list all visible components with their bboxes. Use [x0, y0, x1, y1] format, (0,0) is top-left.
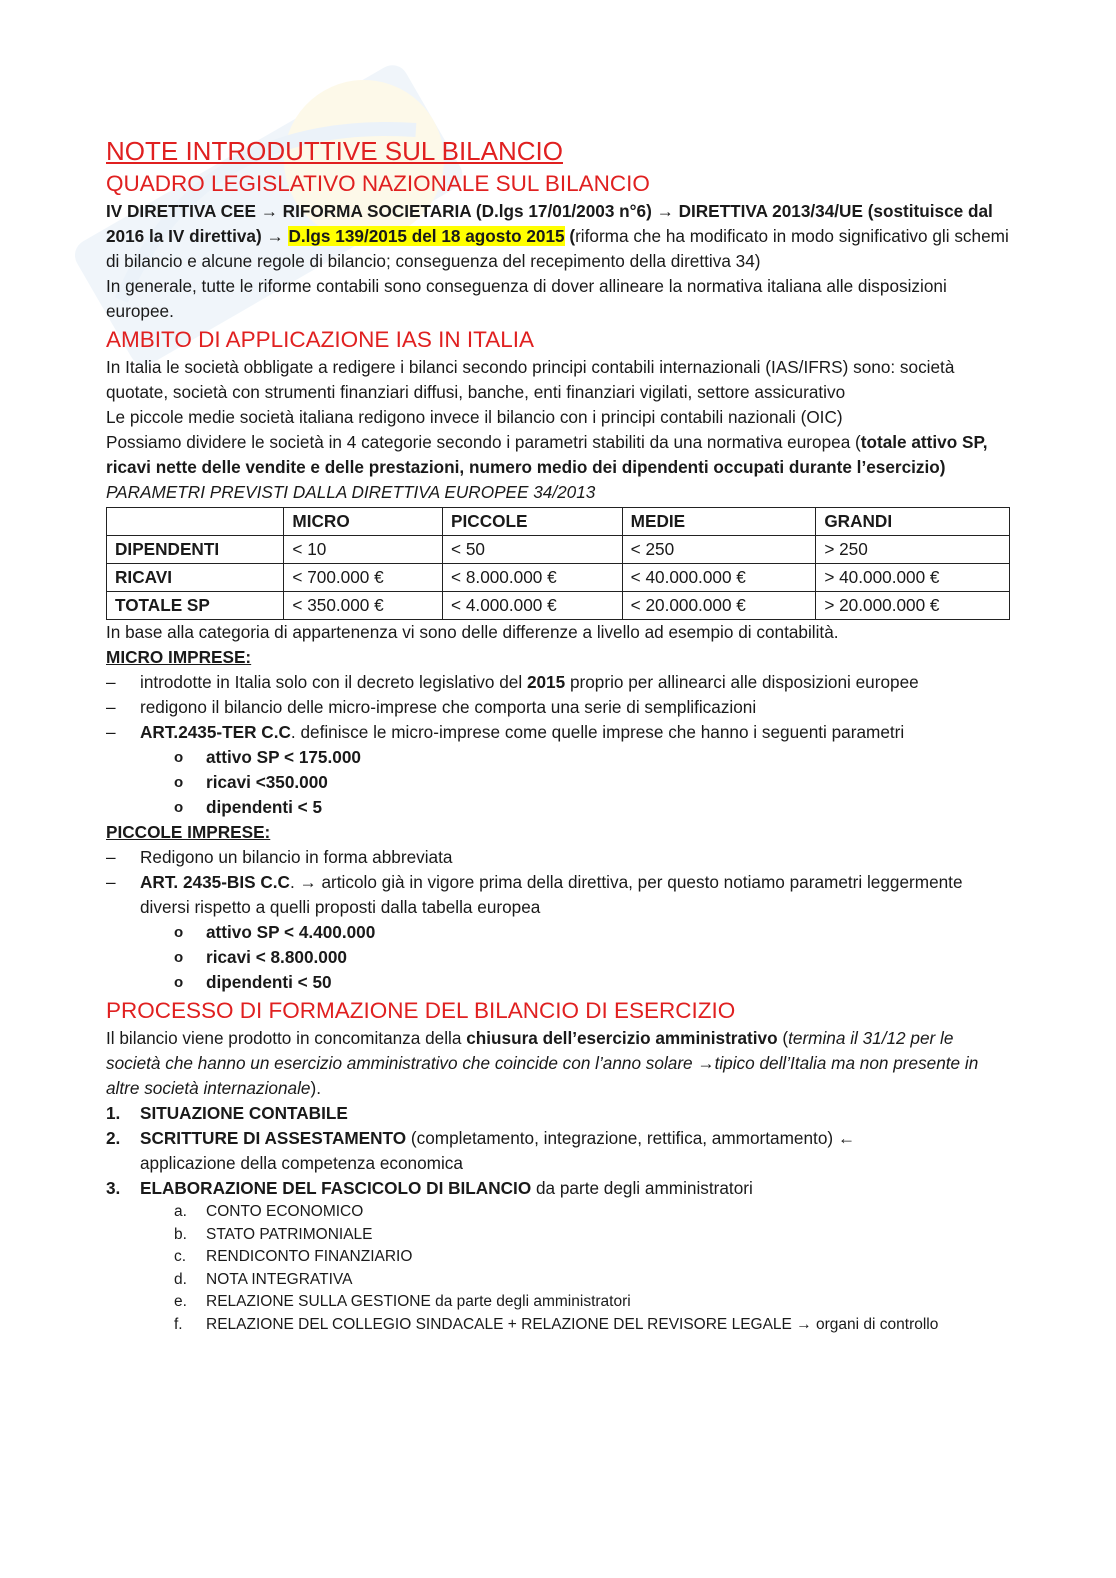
- table-cell: < 40.000.000 €: [622, 564, 816, 592]
- arrow-left-icon: ←: [837, 1128, 856, 1148]
- list-item: – ART. 2435-BIS C.C. → articolo già in vigore prima della direttiva, per questo notiamo parametri leggermente diversi rispetto a quelli proposti dalla tabella europea: [106, 870, 1010, 920]
- table-cell: < 10: [284, 536, 443, 564]
- table-cell: < 350.000 €: [284, 592, 443, 620]
- list-item: o dipendenti < 5: [106, 795, 1010, 820]
- column-header: MEDIE: [622, 508, 816, 536]
- list-item: – redigono il bilancio delle micro-imprese che comporta una serie di semplificazioni: [106, 695, 1010, 720]
- list-micro-params: [106, 745, 1010, 820]
- table-row: [107, 564, 1010, 592]
- section-heading-quadro: QUADRO LEGISLATIVO NAZIONALE SUL BILANCIO: [106, 171, 650, 196]
- table-cell: < 8.000.000 €: [443, 564, 623, 592]
- table-caption: PARAMETRI PREVISTI DALLA DIRETTIVA EUROPEE 34/2013: [106, 482, 596, 502]
- arrow-right-icon: →: [697, 1053, 715, 1073]
- list-piccole: [106, 845, 1010, 920]
- list-item: o ricavi <350.000: [106, 770, 1010, 795]
- table-cell: > 40.000.000 €: [816, 564, 1010, 592]
- table-cell: > 250: [816, 536, 1010, 564]
- page-title: NOTE INTRODUTTIVE SUL BILANCIO: [106, 136, 563, 166]
- list-item: b. STATO PATRIMONIALE: [174, 1225, 373, 1243]
- list-item: – Redigono un bilancio in forma abbreviata: [106, 845, 1010, 870]
- column-header: [107, 508, 284, 536]
- arrow-right-icon: →: [266, 226, 284, 246]
- paragraph-oic: Le piccole medie società italiana redigono invece il bilancio con i principi contabili nazionali (OIC): [106, 407, 843, 427]
- list-micro: [106, 670, 1010, 745]
- paragraph-ias: In Italia le società obbligate a redigere i bilanci secondo principi contabili internazionali (IAS/IFRS) sono: società quotate, società con strumenti finanziari diffusi, banche, enti finanziari vigilati, settore assicurativo: [106, 357, 955, 402]
- list-item: e. RELAZIONE SULLA GESTIONE da parte degli amministratori: [174, 1293, 631, 1310]
- paragraph-riforme: In generale, tutte le riforme contabili sono conseguenza di dover allineare la normativa italiana alle disposizioni europee.: [106, 276, 947, 321]
- table-row: [107, 536, 1010, 564]
- arrow-right-icon: →: [299, 872, 317, 892]
- list-item: d. NOTA INTEGRATIVA: [174, 1270, 353, 1288]
- paragraph-categorie: Possiamo dividere le società in 4 categorie secondo i parametri stabiliti da una normativa europea (totale attivo SP, ricavi nette delle vendite e delle prestazioni, numero medio dei dipendenti occupati durante l’esercizio): [106, 432, 988, 477]
- list-item: a. CONTO ECONOMICO: [174, 1203, 364, 1220]
- table-cell: < 250: [622, 536, 816, 564]
- column-header: MICRO: [284, 508, 443, 536]
- arrow-right-icon: →: [260, 201, 278, 221]
- parameters-table: [106, 507, 1010, 620]
- list-steps: [106, 1101, 1010, 1201]
- table-header-row: [107, 508, 1010, 536]
- list-item: o dipendenti < 50: [106, 970, 1010, 995]
- paragraph-after-table: In base alla categoria di appartenenza vi sono delle differenze a livello ad esempio di contabilità.: [106, 622, 839, 642]
- list-piccole-params: [106, 920, 1010, 995]
- list-item: – ART.2435-TER C.C. definisce le micro-imprese come quelle imprese che hanno i seguenti parametri: [106, 720, 1010, 745]
- table-cell: < 20.000.000 €: [622, 592, 816, 620]
- list-item: – introdotte in Italia solo con il decreto legislativo del 2015 proprio per allinearci alle disposizioni europee: [106, 670, 1010, 695]
- label-piccole-imprese: PICCOLE IMPRESE:: [106, 822, 271, 842]
- list-item: 2. SCRITTURE DI ASSESTAMENTO (completamento, integrazione, rettifica, ammortamento) ← applicazione della competenza economica: [106, 1128, 856, 1173]
- list-fascicolo: [106, 1201, 1010, 1336]
- table-cell: > 20.000.000 €: [816, 592, 1010, 620]
- row-header: RICAVI: [107, 564, 284, 592]
- arrow-right-icon: →: [796, 1315, 812, 1333]
- document-page: [106, 134, 1010, 1336]
- section-heading-ias: AMBITO DI APPLICAZIONE IAS IN ITALIA: [106, 327, 535, 352]
- table-row: [107, 592, 1010, 620]
- list-item: 1. SITUAZIONE CONTABILE: [106, 1103, 348, 1123]
- paragraph-direttive: IV DIRETTIVA CEE → RIFORMA SOCIETARIA (D.lgs 17/01/2003 n°6) → DIRETTIVA 2013/34/UE (sostituisce dal 2016 la IV direttiva) → D.lgs 139/2015 del 18 agosto 2015 (riforma che ha modificato in modo significativo gli schemi di bilancio e alcune regole di bilancio; conseguenza del recepimento della direttiva 34): [106, 201, 1009, 271]
- highlighted-law: D.lgs 139/2015 del 18 agosto 2015: [288, 226, 565, 246]
- table-cell: < 4.000.000 €: [443, 592, 623, 620]
- list-item: o attivo SP < 4.400.000: [106, 920, 1010, 945]
- label-micro-imprese: MICRO IMPRESE:: [106, 647, 252, 667]
- row-header: DIPENDENTI: [107, 536, 284, 564]
- paragraph-processo: Il bilancio viene prodotto in concomitanza della chiusura dell’esercizio amministrativo (termina il 31/12 per le società che hanno un esercizio amministrativo che coincide con l’anno solare →tipico dell’Italia ma non presente in altre società internazionale).: [106, 1028, 979, 1098]
- column-header: PICCOLE: [443, 508, 623, 536]
- section-heading-processo: PROCESSO DI FORMAZIONE DEL BILANCIO DI ESERCIZIO: [106, 998, 736, 1023]
- column-header: GRANDI: [816, 508, 1010, 536]
- table-cell: < 700.000 €: [284, 564, 443, 592]
- row-header: TOTALE SP: [107, 592, 284, 620]
- list-item: c. RENDICONTO FINANZIARIO: [174, 1248, 413, 1265]
- list-item: 3. ELABORAZIONE DEL FASCICOLO DI BILANCIO da parte degli amministratori: [106, 1178, 753, 1198]
- list-item: o attivo SP < 175.000: [106, 745, 1010, 770]
- table-cell: < 50: [443, 536, 623, 564]
- list-item: o ricavi < 8.800.000: [106, 945, 1010, 970]
- arrow-right-icon: →: [656, 201, 674, 221]
- list-item: f. RELAZIONE DEL COLLEGIO SINDACALE + RELAZIONE DEL REVISORE LEGALE → organi di controllo: [174, 1315, 939, 1333]
